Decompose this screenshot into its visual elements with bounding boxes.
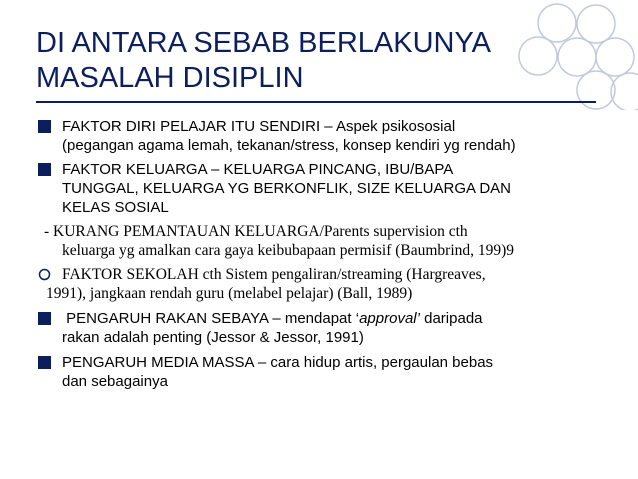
list-item: FAKTOR DIRI PELAJAR ITU SENDIRI – Aspek psikososial (pegangan agama lemah, tekanan/stress, konsep kendiri yg rendah) (38, 117, 628, 155)
square-bullet-icon (38, 120, 51, 133)
title-divider (36, 101, 596, 103)
circle-bullet-icon (38, 268, 51, 281)
list-item: - KURANG PEMANTAUAN KELUARGA/Parents supervision cth keluarga yg amalkan cara gaya keibubapaan permisif (Baumbrind, 199)9 (44, 223, 515, 259)
list-item: PENGARUH MEDIA MASSA – cara hidup artis, pergaulan bebas dan sebagainya (38, 353, 628, 391)
square-bullet-icon (38, 163, 51, 176)
list-item: FAKTOR KELUARGA – KELUARGA PINCANG, IBU/BAPA TUNGGAL, KELUARGA YG BERKONFLIK, SIZE KELUARGA DAN KELAS SOSIAL (38, 160, 628, 217)
slide-content (38, 117, 628, 391)
slide-title: DI ANTARA SEBAB BERLAKUNYA MASALAH DISIPLIN (36, 27, 492, 94)
list-item: FAKTOR SEKOLAH cth Sistem pengaliran/streaming (Hargreaves, 1991), jangkaan rendah guru (melabel pelajar) (Ball, 1989) (38, 265, 628, 303)
square-bullet-icon (38, 312, 51, 325)
square-bullet-icon (38, 356, 51, 369)
list-item: PENGARUH RAKAN SEBAYA – mendapat ‘approval’ daripada rakan adalah penting (Jessor & Jessor, 1991) (38, 309, 628, 347)
